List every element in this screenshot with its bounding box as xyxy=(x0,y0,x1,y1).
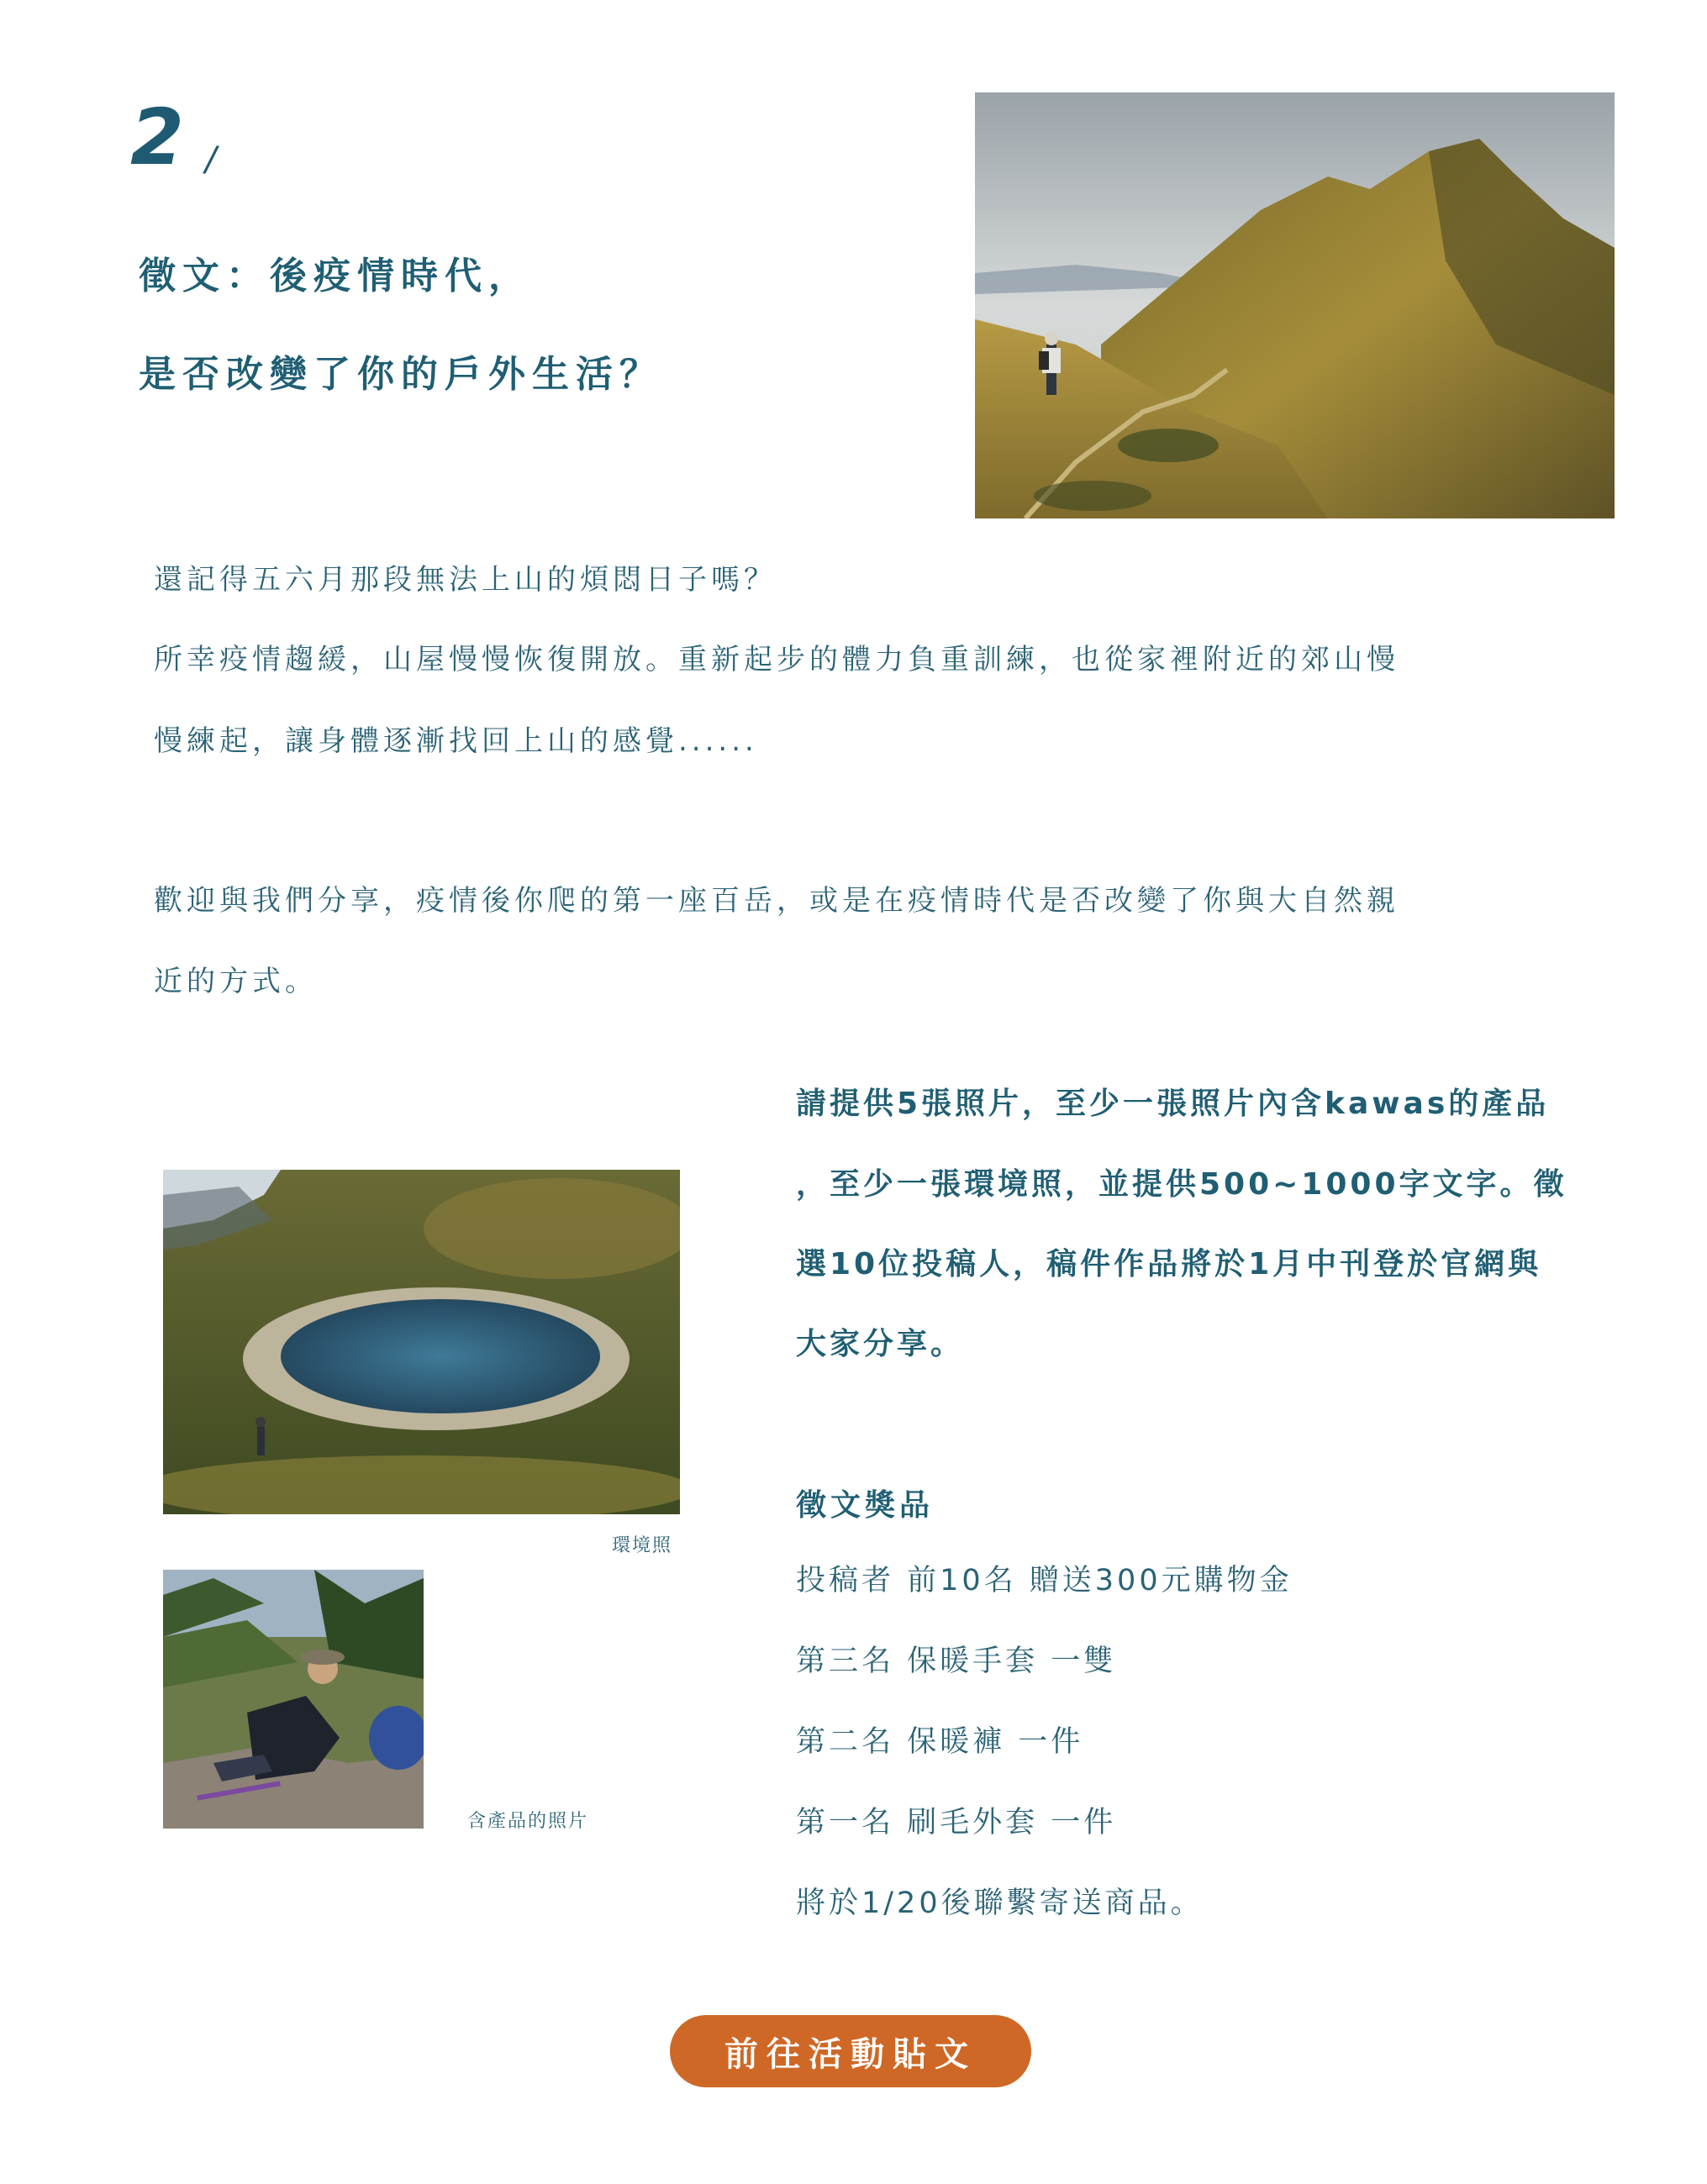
requirements-line-2: ，至少一張環境照，並提供500~1000字文字。徵 xyxy=(796,1167,1567,1202)
heading-line-1: 徵文：後疫情時代， xyxy=(139,255,532,297)
prizes-title: 徵文獎品 xyxy=(796,1488,935,1523)
intro-line-2: 所幸疫情趨緩，山屋慢慢恢復開放。重新起步的體力負重訓練，也從家裡附近的郊山慢 xyxy=(154,643,1399,676)
prize-item-4: 第一名 刷毛外套 一件 xyxy=(796,1806,1117,1839)
prize-item-3: 第二名 保暖褲 一件 xyxy=(796,1725,1084,1759)
intro-line-1: 還記得五六月那段無法上山的煩悶日子嗎？ xyxy=(154,563,777,597)
hiker-product-photo xyxy=(163,1570,424,1829)
lake-environment-photo xyxy=(163,1170,680,1514)
section-number: 2 xyxy=(130,92,185,182)
prize-item-5: 將於1/20後聯繫寄送商品。 xyxy=(796,1887,1204,1920)
product-caption: 含產品的照片 xyxy=(467,1811,589,1832)
requirements-line-4: 大家分享。 xyxy=(796,1327,965,1361)
intro-line-4: 歡迎與我們分享，疫情後你爬的第一座百岳，或是在疫情時代是否改變了你與大自然親 xyxy=(154,884,1399,918)
intro-line-3: 慢練起，讓身體逐漸找回上山的感覺...... xyxy=(154,724,758,758)
requirements-line-1: 請提供5張照片，至少一張照片內含kawas的產品 xyxy=(796,1087,1550,1121)
section-slash: / xyxy=(205,140,217,179)
prize-item-1: 投稿者 前10名 贈送300元購物金 xyxy=(796,1564,1293,1597)
environment-caption: 環境照 xyxy=(612,1535,673,1556)
heading-line-2: 是否改變了你的戶外生活？ xyxy=(139,353,663,396)
go-to-event-post-button[interactable]: 前往活動貼文 xyxy=(670,2015,1031,2087)
mountain-ridge-photo xyxy=(975,92,1615,518)
intro-line-5: 近的方式。 xyxy=(154,965,318,998)
prize-item-2: 第三名 保暖手套 一雙 xyxy=(796,1645,1117,1678)
requirements-line-3: 選10位投稿人，稿件作品將於1月中刊登於官網與 xyxy=(796,1247,1542,1281)
